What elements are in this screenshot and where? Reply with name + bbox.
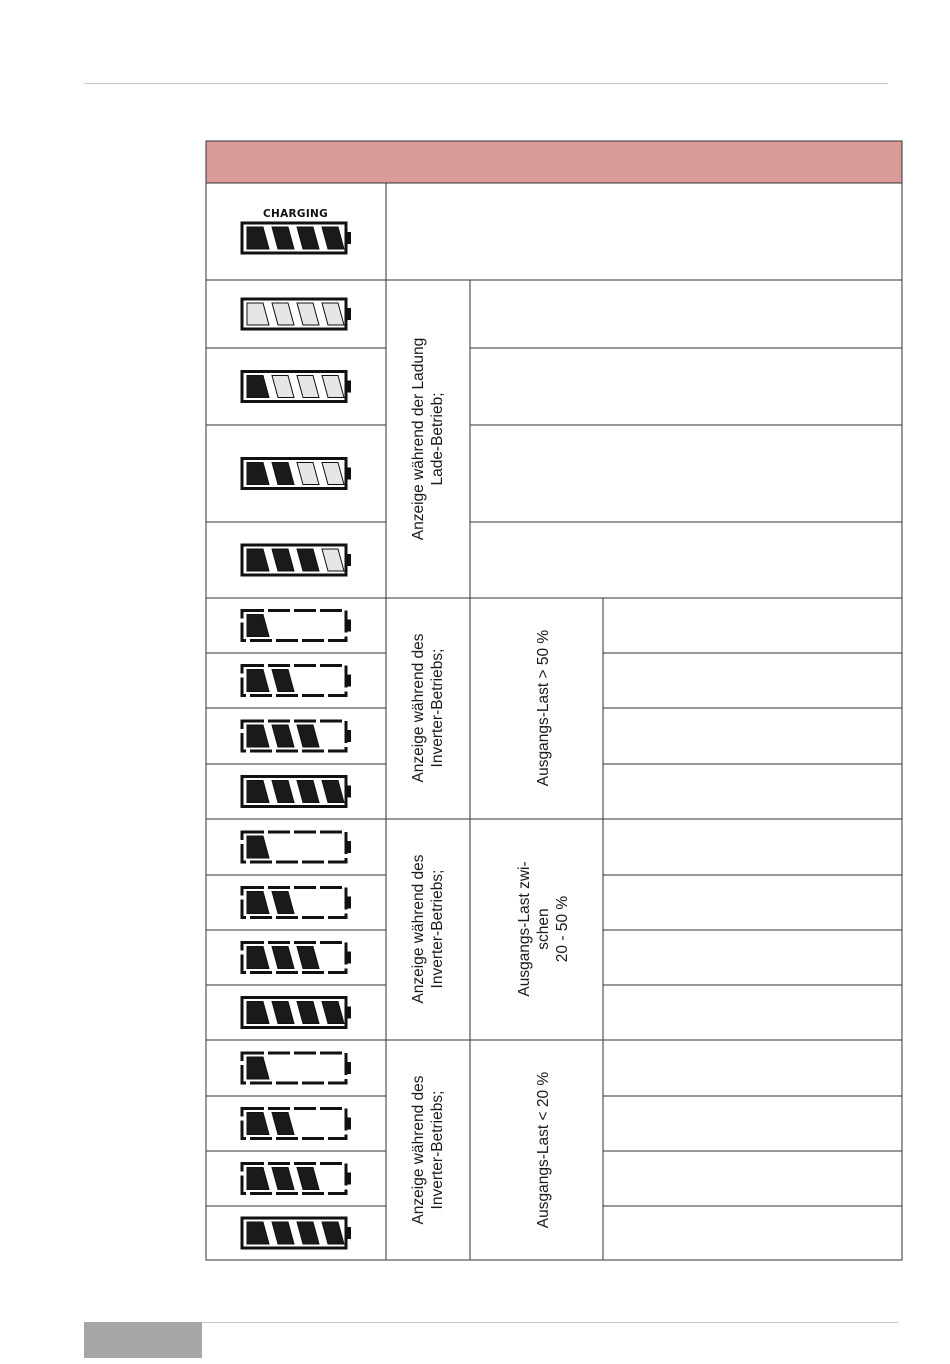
load-label-high: Ausgangs-Last > 50 % <box>534 629 552 787</box>
battery-inverter-low-3-icon <box>242 1164 351 1194</box>
charging-caption: CHARGING <box>263 208 329 220</box>
load-label-low: Ausgangs-Last < 20 % <box>534 1071 552 1229</box>
battery-inverter-low-1-icon <box>242 1053 351 1083</box>
battery-charging-icon <box>242 223 351 253</box>
battery-charging-0-icon <box>242 299 351 329</box>
bottom-rule <box>84 1322 898 1323</box>
group-label-inverter-high: Anzeige während des Inverter-Betriebs; <box>410 633 446 783</box>
battery-inverter-high-4-icon <box>242 777 351 807</box>
load-label-mid: Ausgangs-Last zwi- schen 20 - 50 % <box>515 861 571 997</box>
battery-inverter-mid-2-icon <box>242 888 351 918</box>
group-label-inverter-low: Anzeige während des Inverter-Betriebs; <box>410 1075 446 1225</box>
battery-charging-1-icon <box>242 372 351 402</box>
battery-inverter-high-3-icon <box>242 721 351 751</box>
group-label-charging: Anzeige während der Ladung Lade-Betrieb; <box>410 337 446 541</box>
battery-inverter-mid-4-icon <box>242 998 351 1028</box>
battery-inverter-low-2-icon <box>242 1109 351 1139</box>
battery-charging-3-icon <box>242 545 351 575</box>
group-label-inverter-mid: Anzeige während des Inverter-Betriebs; <box>410 854 446 1004</box>
battery-inverter-low-4-icon <box>242 1218 351 1248</box>
battery-inverter-mid-1-icon <box>242 832 351 862</box>
footer-tab <box>84 1322 202 1358</box>
table-header <box>206 141 902 183</box>
battery-inverter-mid-3-icon <box>242 943 351 973</box>
battery-charging-2-icon <box>242 459 351 489</box>
battery-inverter-high-2-icon <box>242 666 351 696</box>
battery-inverter-high-1-icon <box>242 611 351 641</box>
